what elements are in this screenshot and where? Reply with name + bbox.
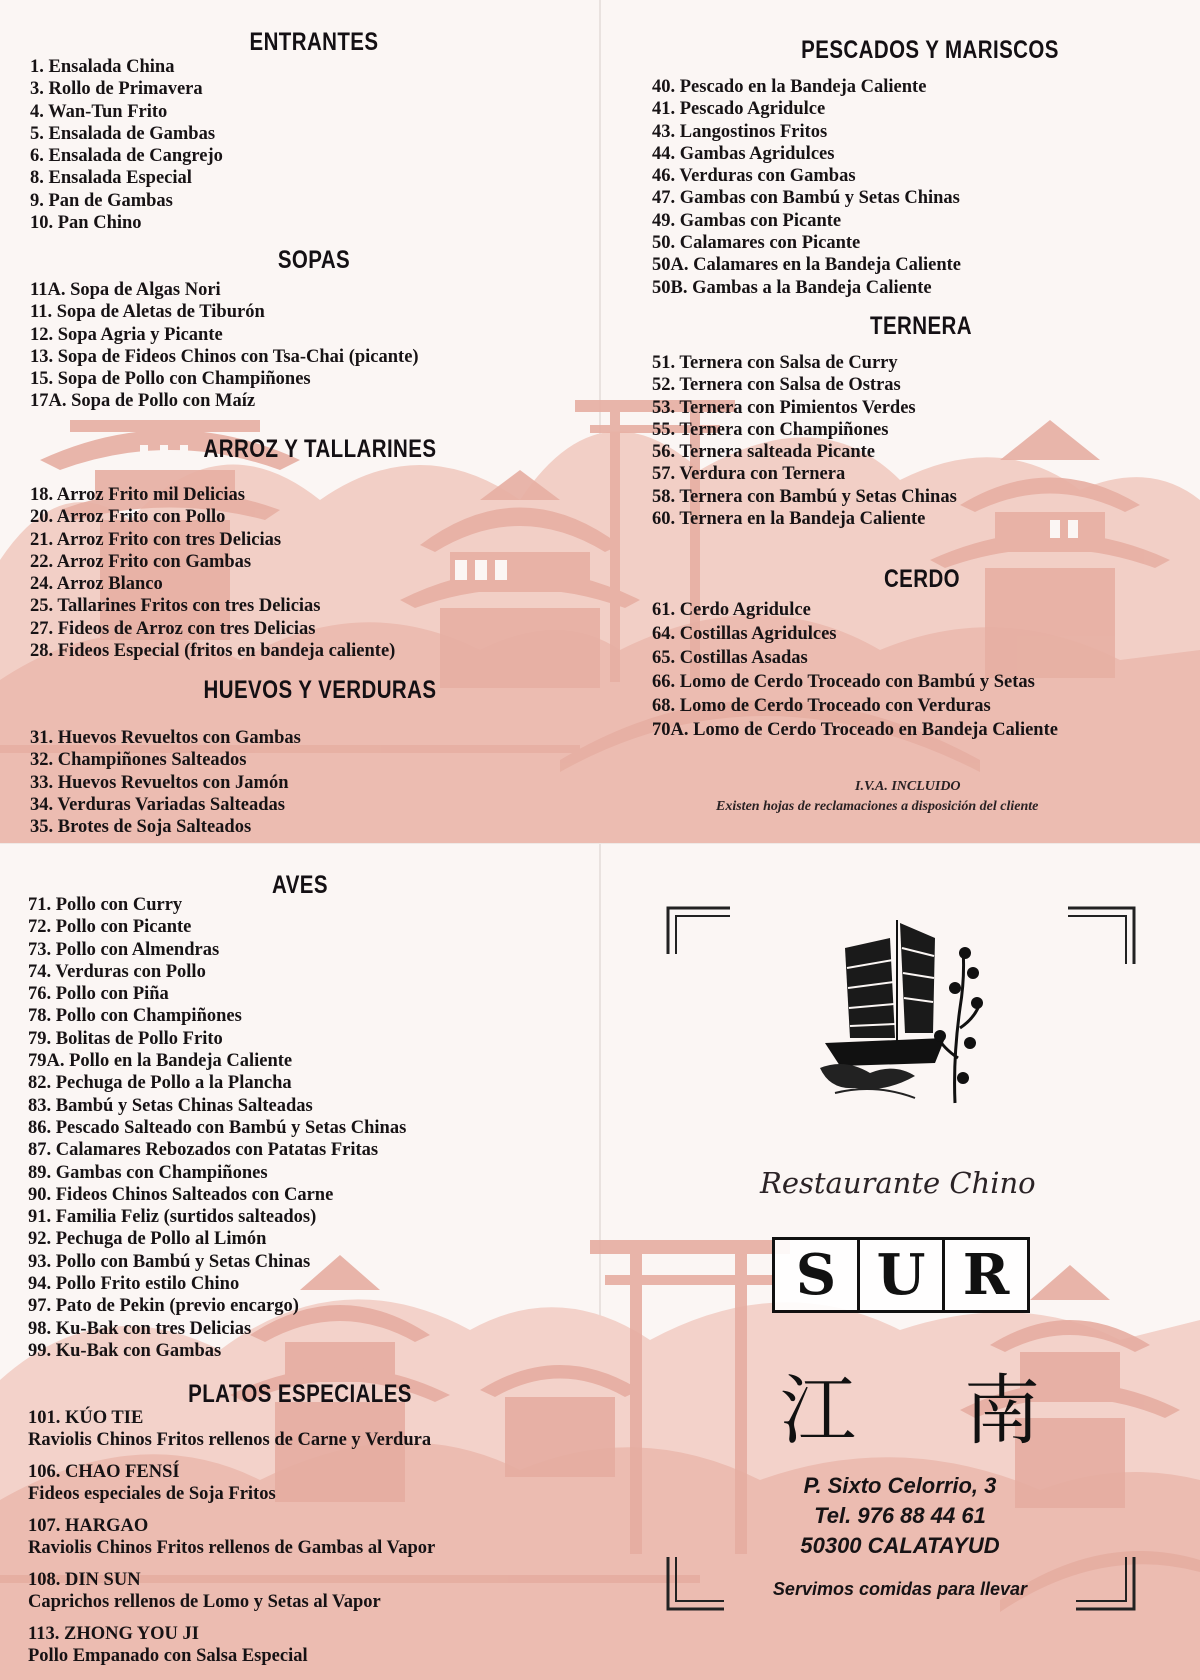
special-dish-description: Pollo Empanado con Salsa Especial — [28, 1646, 308, 1666]
corner-bracket-top-left-icon — [666, 906, 732, 956]
special-dish — [28, 1623, 435, 1667]
section-title-cerdo: CERDO — [883, 565, 961, 593]
special-dish-description: Fideos especiales de Soja Fritos — [28, 1484, 276, 1504]
takeaway-note: Servimos comidas para llevar — [772, 1579, 1028, 1599]
section-title-aves: AVES — [272, 871, 328, 899]
corner-bracket-bottom-right-icon — [1074, 1555, 1136, 1611]
menu-item: 58. Ternera con Bambú y Setas Chinas — [652, 486, 957, 507]
menu-list-pescados-y-mariscos — [652, 76, 961, 299]
section-title-entrantes: ENTRANTES — [249, 28, 379, 56]
special-dish-name: 101. KÚO TIE — [28, 1408, 144, 1428]
menu-item: 86. Pescado Salteado con Bambú y Setas Chinas — [28, 1117, 407, 1138]
address-city: 50300 CALATAYUD — [800, 1533, 1000, 1558]
menu-item: 5. Ensalada de Gambas — [30, 123, 216, 144]
menu-item: 68. Lomo de Cerdo Troceado con Verduras — [652, 696, 991, 716]
special-dish-description: Raviolis Chinos Fritos rellenos de Carne y Verdura — [28, 1430, 432, 1450]
menu-item: 70A. Lomo de Cerdo Troceado en Bandeja Caliente — [652, 720, 1058, 740]
corner-bracket-bottom-left-icon — [666, 1555, 726, 1611]
menu-item: 11A. Sopa de Algas Nori — [30, 280, 221, 300]
menu-list-cerdo — [652, 598, 1058, 742]
menu-item: 34. Verduras Variadas Salteadas — [30, 794, 285, 815]
address-street: P. Sixto Celorrio, 3 — [803, 1473, 997, 1498]
menu-item: 33. Huevos Revueltos con Jamón — [30, 772, 289, 793]
menu-item: 57. Verdura con Ternera — [652, 464, 846, 485]
menu-item: 61. Cerdo Agridulce — [652, 600, 811, 620]
menu-item: 64. Costillas Agridulces — [652, 624, 837, 644]
menu-list-arroz-y-tallarines — [30, 484, 395, 662]
menu-item: 50. Calamares con Picante — [652, 233, 861, 254]
menu-item: 55. Ternera con Champiñones — [652, 419, 889, 440]
menu-item: 50A. Calamares en la Bandeja Caliente — [652, 255, 961, 276]
menu-item: 65. Costillas Asadas — [652, 648, 808, 668]
special-dish-description: Caprichos rellenos de Lomo y Setas al Vapor — [28, 1592, 381, 1612]
menu-item: 25. Tallarines Fritos con tres Delicias — [30, 596, 321, 617]
iva-note: I.V.A. INCLUIDO — [855, 779, 961, 794]
menu-item: 49. Gambas con Picante — [652, 210, 842, 231]
menu-list-aves — [28, 894, 406, 1362]
menu-item: 4. Wan-Tun Frito — [30, 101, 168, 122]
special-dishes-list — [28, 1407, 435, 1677]
menu-list-sopas — [30, 279, 419, 413]
menu-item: 22. Arroz Frito con Gambas — [30, 551, 252, 572]
menu-item: 72. Pollo con Picante — [28, 917, 192, 938]
menu-item: 78. Pollo con Champiñones — [28, 1006, 242, 1027]
special-dish — [28, 1515, 435, 1559]
menu-item: 41. Pescado Agridulce — [652, 99, 826, 120]
menu-item: 79. Bolitas de Pollo Frito — [28, 1028, 223, 1049]
menu-item: 66. Lomo de Cerdo Troceado con Bambú y Setas — [652, 672, 1035, 692]
menu-item: 90. Fideos Chinos Salteados con Carne — [28, 1184, 334, 1205]
menu-item: 94. Pollo Frito estilo Chino — [28, 1274, 240, 1295]
section-title-huevos-y-verduras: HUEVOS Y VERDURAS — [203, 676, 437, 704]
restaurant-subtitle: Restaurante Chino — [760, 1166, 1036, 1200]
menu-item: 51. Ternera con Salsa de Curry — [652, 353, 898, 373]
menu-item: 83. Bambú y Setas Chinas Salteadas — [28, 1095, 313, 1116]
menu-item: 92. Pechuga de Pollo al Limón — [28, 1229, 267, 1250]
menu-item: 89. Gambas con Champiñones — [28, 1162, 268, 1183]
menu-item: 10. Pan Chino — [30, 213, 142, 234]
menu-item: 44. Gambas Agridulces — [652, 143, 835, 164]
menu-item: 18. Arroz Frito mil Delicias — [30, 485, 245, 505]
menu-item: 50B. Gambas a la Bandeja Caliente — [652, 277, 932, 298]
menu-item: 20. Arroz Frito con Pollo — [30, 507, 226, 528]
restaurant-logo — [772, 1237, 1030, 1313]
menu-item: 13. Sopa de Fideos Chinos con Tsa-Chai (picante) — [30, 346, 419, 367]
logo-letter: S — [795, 1242, 837, 1308]
menu-item: 87. Calamares Rebozados con Patatas Fritas — [28, 1140, 379, 1161]
menu-item: 24. Arroz Blanco — [30, 574, 163, 595]
menu-item: 27. Fideos de Arroz con tres Delicias — [30, 618, 316, 639]
menu-item: 35. Brotes de Soja Salteados — [30, 817, 252, 838]
menu-item: 56. Ternera salteada Picante — [652, 442, 876, 463]
menu-item: 79A. Pollo en la Bandeja Caliente — [28, 1051, 293, 1072]
menu-item: 40. Pescado en la Bandeja Caliente — [652, 77, 927, 97]
corner-bracket-top-right-icon — [1066, 906, 1136, 966]
menu-item: 98. Ku-Bak con tres Delicias — [28, 1318, 252, 1339]
special-dish-name: 106. CHAO FENSÍ — [28, 1462, 180, 1482]
menu-item: 52. Ternera con Salsa de Ostras — [652, 375, 901, 396]
chinese-character: 江 — [780, 1366, 856, 1455]
menu-item: 12. Sopa Agria y Picante — [30, 324, 223, 345]
menu-item: 73. Pollo con Almendras — [28, 939, 220, 960]
special-dish — [28, 1461, 435, 1505]
menu-item: 53. Ternera con Pimientos Verdes — [652, 397, 916, 418]
menu-item: 91. Familia Feliz (surtidos salteados) — [28, 1207, 317, 1228]
logo-letter: U — [857, 1240, 942, 1310]
chinese-character: 南 — [964, 1366, 1040, 1455]
menu-item: 11. Sopa de Aletas de Tiburón — [30, 302, 265, 323]
menu-item: 21. Arroz Frito con tres Delicias — [30, 529, 282, 550]
menu-item: 8. Ensalada Especial — [30, 168, 192, 189]
address-phone: Tel. 976 88 44 61 — [814, 1503, 986, 1528]
menu-item: 43. Langostinos Fritos — [652, 121, 828, 142]
special-dish — [28, 1569, 435, 1613]
menu-item: 82. Pechuga de Pollo a la Plancha — [28, 1073, 292, 1094]
menu-item: 1. Ensalada China — [30, 57, 175, 77]
menu-item: 15. Sopa de Pollo con Champiñones — [30, 369, 311, 390]
complaints-note: Existen hojas de reclamaciones a disposición del cliente — [716, 799, 1039, 814]
menu-list-entrantes — [30, 56, 223, 234]
menu-item: 32. Champiñones Salteados — [30, 750, 247, 771]
menu-item: 99. Ku-Bak con Gambas — [28, 1340, 222, 1361]
chinese-characters — [780, 1350, 1040, 1459]
section-title-ternera: TERNERA — [870, 312, 972, 340]
menu-item: 76. Pollo con Piña — [28, 984, 169, 1005]
menu-item: 6. Ensalada de Cangrejo — [30, 146, 223, 167]
menu-item: 9. Pan de Gambas — [30, 190, 173, 211]
special-dish-name: 113. ZHONG YOU JI — [28, 1624, 199, 1644]
menu-item: 74. Verduras con Pollo — [28, 961, 206, 982]
menu-item: 71. Pollo con Curry — [28, 895, 183, 915]
special-dish-name: 107. HARGAO — [28, 1516, 149, 1536]
special-dish-description: Raviolis Chinos Fritos rellenos de Gambas al Vapor — [28, 1538, 436, 1558]
menu-list-huevos-y-verduras — [30, 727, 301, 838]
section-title-platos-especiales: PLATOS ESPECIALES — [188, 1380, 412, 1408]
section-title-arroz-y-tallarines: ARROZ Y TALLARINES — [203, 435, 437, 463]
special-dish — [28, 1407, 435, 1451]
menu-list-ternera — [652, 352, 957, 530]
menu-item: 46. Verduras con Gambas — [652, 166, 856, 187]
menu-item: 60. Ternera en la Bandeja Caliente — [652, 509, 926, 530]
logo-letter: R — [942, 1240, 1027, 1310]
section-title-sopas: SOPAS — [277, 246, 351, 274]
menu-item: 93. Pollo con Bambú y Setas Chinas — [28, 1251, 311, 1272]
menu-item: 97. Pato de Pekin (previo encargo) — [28, 1296, 299, 1317]
menu-item: 17A. Sopa de Pollo con Maíz — [30, 391, 256, 412]
section-title-pescados-y-mariscos: PESCADOS Y MARISCOS — [801, 36, 1059, 64]
menu-item: 28. Fideos Especial (fritos en bandeja caliente) — [30, 641, 396, 662]
menu-item: 3. Rollo de Primavera — [30, 79, 203, 100]
menu-item: 31. Huevos Revueltos con Gambas — [30, 728, 301, 748]
menu-item: 47. Gambas con Bambú y Setas Chinas — [652, 188, 960, 209]
special-dish-name: 108. DIN SUN — [28, 1570, 141, 1590]
junk-boat-logo-icon — [815, 918, 985, 1108]
